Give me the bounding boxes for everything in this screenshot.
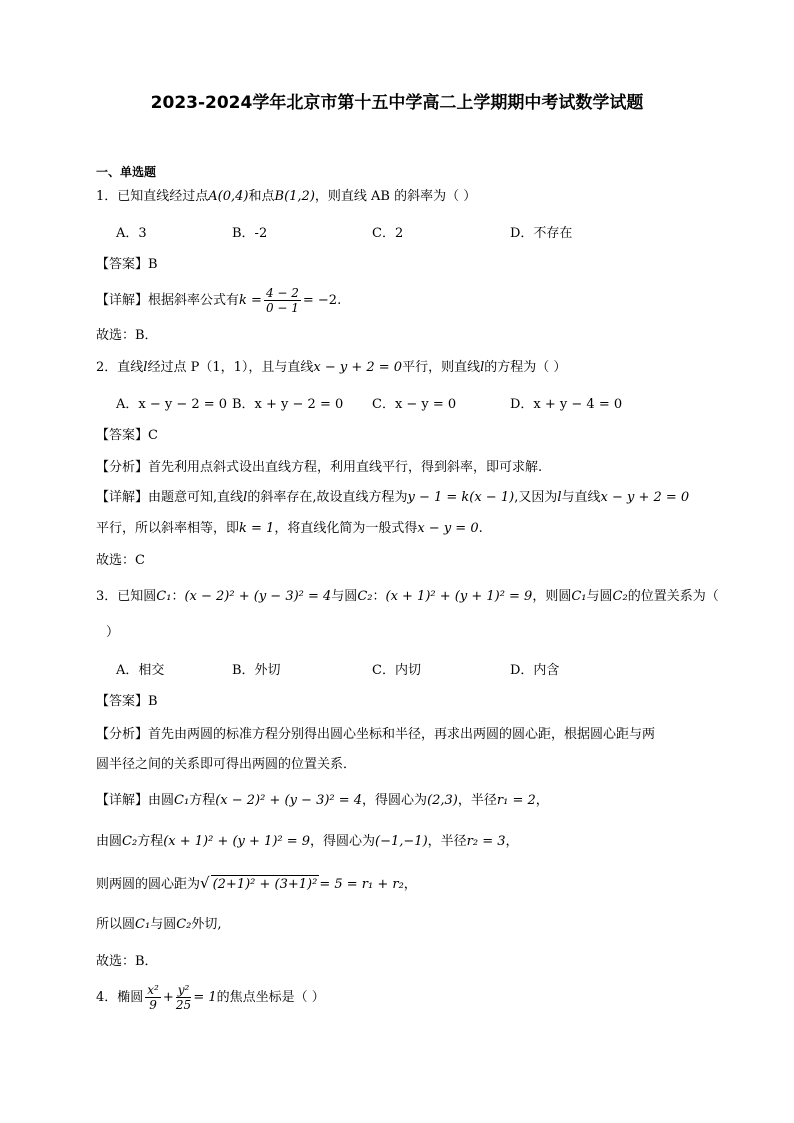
q3-d1-eq: (x − 2)² + (y − 3)² = 4 xyxy=(215,793,363,808)
q2-analysis xyxy=(96,459,542,477)
q3-option-a: A．相交 xyxy=(116,663,165,678)
q3-stem-close: ） xyxy=(106,625,120,640)
q4-f2-numerator: y² xyxy=(177,983,190,997)
q3-d2-e: ， xyxy=(505,834,519,849)
q1-choose: 故选：B． xyxy=(96,328,158,343)
q3-d1-r: r₁ = 2 xyxy=(496,793,536,808)
q3-c2-2: C₂ xyxy=(612,589,628,604)
q2-answer xyxy=(96,427,158,445)
q3-analysis-1: 首先由两圆的标准方程分别得出圆心坐标和半径，再求出两圆的圆心距，根据圆心距与两 xyxy=(148,727,656,742)
q3-d2-r: r₂ = 3 xyxy=(466,834,506,849)
q3-d1-b: 方程 xyxy=(189,793,216,808)
q3-detail-line-1 xyxy=(96,792,549,810)
q3-colon: ： xyxy=(171,589,185,604)
answer-value: B xyxy=(148,257,158,272)
q3-d3-c: ， xyxy=(403,877,417,892)
q3-d4-b: 与圆 xyxy=(150,917,177,932)
q3-d1-center: (2,3) xyxy=(427,793,458,808)
q4-eq-end: = 1 xyxy=(193,990,217,1005)
q3-d3-radicand: (2+1)² + (3+1)² xyxy=(212,877,318,892)
q3-stem-a: 3．已知圆 xyxy=(96,589,157,604)
q1-k: k = xyxy=(239,293,262,308)
q2-detail-b: 的斜率存在,故设直线方程为 xyxy=(247,490,408,505)
q3-option-d: D．内含 xyxy=(510,663,560,678)
q2-detail-line-2 xyxy=(96,520,483,538)
q3-d3-b: = 5 = r₁ + r₂ xyxy=(319,877,404,892)
question-3-stem xyxy=(96,588,719,606)
q3-d2-d: ，半径 xyxy=(427,834,467,849)
q3-d1-e: ， xyxy=(535,793,549,808)
answer-tag: 【答案】 xyxy=(96,694,149,709)
q1-option-b: B．-2 xyxy=(232,226,268,241)
q3-detail-line-2 xyxy=(96,833,519,851)
q2-detail-d: 与直线 xyxy=(561,490,601,505)
section-heading: 一、单选题 xyxy=(96,165,157,179)
q3-d2-a: 由圆 xyxy=(96,834,123,849)
q2-option-b: B．x + y − 2 = 0 xyxy=(232,397,344,412)
q3-colon-2: ： xyxy=(372,589,386,604)
analysis-tag: 【分析】 xyxy=(96,460,149,475)
q1-detail-end: = −2. xyxy=(302,293,342,308)
q2-line-l: l xyxy=(143,360,148,375)
radical-sign: √ xyxy=(200,874,210,892)
q3-eq2: (x + 1)² + (y + 1)² = 9 xyxy=(385,589,533,604)
q3-d2-c: ，得圆心为 xyxy=(310,834,376,849)
q2-detail-l-2: l xyxy=(557,490,562,505)
q2-analysis-text: 首先利用点斜式设出直线方程，利用直线平行，得到斜率，即可求解. xyxy=(148,460,543,475)
q2-option-c: C．x − y = 0 xyxy=(372,397,457,412)
q1-option-d: D．不存在 xyxy=(510,226,573,241)
q1-point-a: A(0,4) xyxy=(208,189,249,204)
page-title: 2023-2024学年北京市第十五中学高二上学期期中考试数学试题 xyxy=(150,93,644,113)
q1-stem-text: 1．已知直线经过点 xyxy=(96,189,209,204)
q1-point-b: B(1,2) xyxy=(274,189,315,204)
q4-f2-denominator: 25 xyxy=(175,998,192,1012)
q3-d2-eq: (x + 1)² + (y + 1)² = 9 xyxy=(163,834,311,849)
q2-stem-b: 经过点 P（1，1），且与直线 xyxy=(147,360,314,375)
q4-fraction-1 xyxy=(145,983,161,1012)
q2-detail-line2b: ，将直线化简为一般式得 xyxy=(274,521,418,536)
q2-detail-end: . xyxy=(478,521,483,536)
q4-stem-a: 4．椭圆 xyxy=(96,990,144,1005)
detail-tag: 【详解】 xyxy=(96,793,149,808)
q2-detail-line2a: 平行，所以斜率相等，即 xyxy=(96,521,240,536)
q3-eq1: (x − 2)² + (y − 3)² = 4 xyxy=(184,589,332,604)
q3-d3-a: 则两圆的圆心距为 xyxy=(96,877,201,892)
q3-d2-b: 方程 xyxy=(137,834,164,849)
q2-detail-eq3: x − y = 0 xyxy=(417,521,479,536)
q2-choose: 故选：C xyxy=(96,553,145,568)
q3-detail-line-3 xyxy=(96,874,417,894)
q3-stem-d: 的位置关系为（ xyxy=(627,589,719,604)
q3-d2-center: (−1,−1) xyxy=(375,834,428,849)
q3-mid: 与圆 xyxy=(331,589,358,604)
q2-detail-k: k = 1 xyxy=(239,521,275,536)
q2-stem-d: 的方程为（ ） xyxy=(484,360,567,375)
q2-detail-line-1 xyxy=(96,489,689,507)
q1-option-c: C．2 xyxy=(372,226,404,241)
q3-d4-a: 所以圆 xyxy=(96,917,136,932)
answer-value: B xyxy=(148,694,158,709)
question-1-stem xyxy=(96,188,476,206)
q3-d2-c2: C₂ xyxy=(122,834,138,849)
q2-detail-c: ,又因为 xyxy=(514,490,558,505)
q3-d1-d: ，半径 xyxy=(457,793,497,808)
q4-f1-denominator: 9 xyxy=(149,998,157,1012)
question-2-stem xyxy=(96,359,566,377)
q3-option-b: B．外切 xyxy=(232,663,281,678)
q3-c1-2: C₁ xyxy=(571,589,587,604)
q2-stem-c: 平行，则直线 xyxy=(402,360,481,375)
analysis-tag: 【分析】 xyxy=(96,727,149,742)
detail-tag: 【详解】 xyxy=(96,490,149,505)
q3-option-c: C．内切 xyxy=(372,663,421,678)
q2-detail-l: l xyxy=(243,490,248,505)
q3-d1-a: 由圆 xyxy=(148,793,175,808)
q3-d4-c2: C₂ xyxy=(176,917,192,932)
answer-value: C xyxy=(148,428,158,443)
q3-d1-c1: C₁ xyxy=(174,793,190,808)
q4-fraction-2 xyxy=(176,983,192,1012)
q3-stem-c: 与圆 xyxy=(586,589,613,604)
question-4-stem xyxy=(96,980,325,1016)
q2-detail-eq2: x − y + 2 = 0 xyxy=(600,490,690,505)
q4-f1-numerator: x² xyxy=(147,983,159,997)
q4-stem-b: 的焦点坐标是（ ） xyxy=(216,990,325,1005)
q3-d4-c: 外切, xyxy=(191,917,222,932)
q1-answer xyxy=(96,256,158,274)
q2-stem-a: 2．直线 xyxy=(96,360,144,375)
q3-analysis-line-1 xyxy=(96,726,655,744)
q2-line-l-2: l xyxy=(480,360,485,375)
q1-detail xyxy=(96,284,341,318)
q3-c2: C₂ xyxy=(357,589,373,604)
q3-detail-line-4 xyxy=(96,916,222,934)
q3-d1-c: ，得圆心为 xyxy=(362,793,428,808)
q3-answer xyxy=(96,693,158,711)
q1-stem-end: ，则直线 AB 的斜率为（ ） xyxy=(314,189,477,204)
answer-tag: 【答案】 xyxy=(96,257,149,272)
q3-choose: 故选：B． xyxy=(96,954,158,969)
q2-detail-eq1: y − 1 = k(x − 1) xyxy=(407,490,515,505)
q2-option-d: D．x + y − 4 = 0 xyxy=(510,397,623,412)
q3-analysis-line-2: 圆半径之间的关系即可得出两圆的位置关系． xyxy=(96,757,357,772)
q1-stem-mid: 和点 xyxy=(248,189,275,204)
q2-detail-a: 由题意可知,直线 xyxy=(148,490,244,505)
q1-fraction xyxy=(264,286,301,315)
q3-c1: C₁ xyxy=(156,589,172,604)
answer-tag: 【答案】 xyxy=(96,428,149,443)
detail-tag: 【详解】 xyxy=(96,293,149,308)
q1-fraction-denominator: 0 − 1 xyxy=(265,301,299,315)
q1-option-a: A．3 xyxy=(116,226,147,241)
q2-equation: x − y + 2 = 0 xyxy=(313,360,403,375)
q2-option-a: A．x − y − 2 = 0 xyxy=(116,397,228,412)
q4-plus: + xyxy=(162,990,174,1005)
q1-fraction-numerator: 4 − 2 xyxy=(265,286,299,300)
q3-d4-c1: C₁ xyxy=(135,917,151,932)
q3-stem-b: ，则圆 xyxy=(532,589,572,604)
q1-detail-text: 根据斜率公式有 xyxy=(148,293,240,308)
